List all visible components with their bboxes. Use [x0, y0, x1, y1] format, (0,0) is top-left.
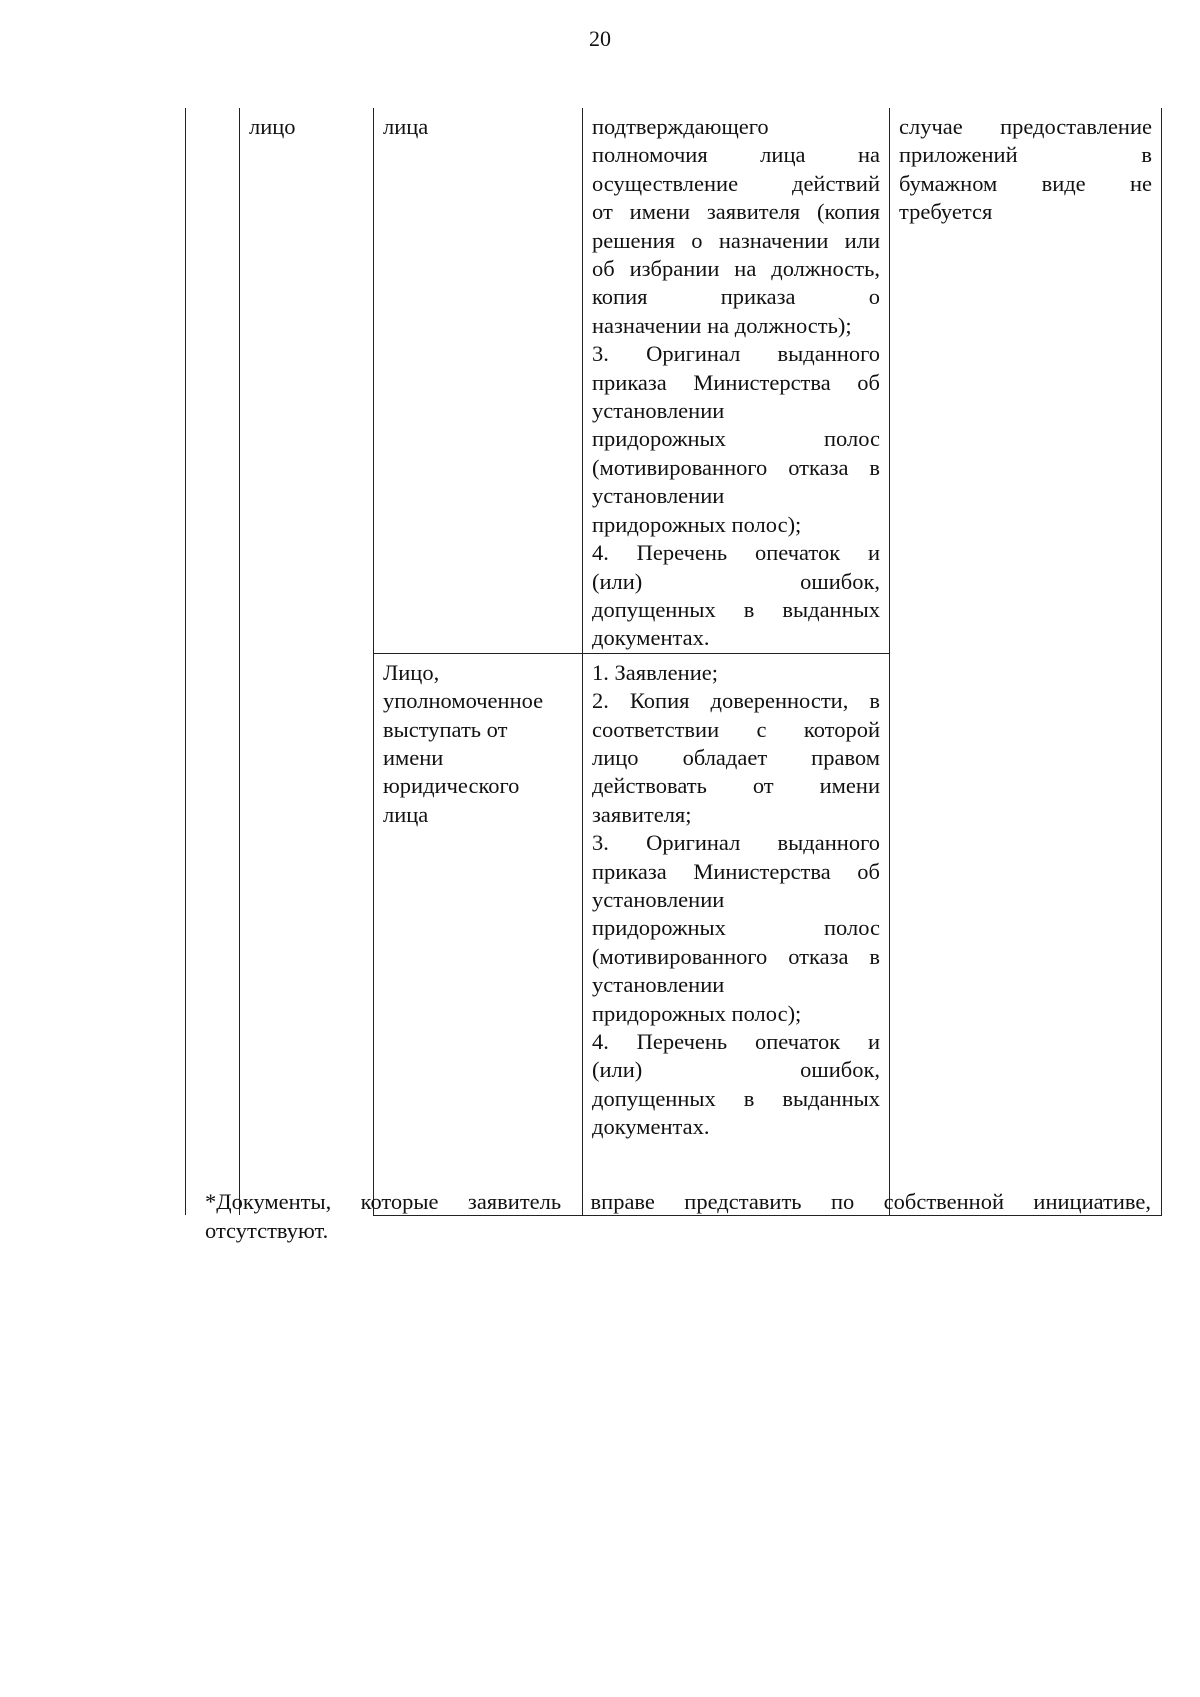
- documents-line: документах.: [592, 1114, 710, 1140]
- documents-line: 4. Перечень опечаток и: [592, 540, 880, 566]
- representative-line: лица: [383, 801, 429, 827]
- documents-line: установлении: [592, 886, 725, 912]
- table-row: [186, 108, 1162, 653]
- documents-line: заявителя;: [592, 801, 692, 827]
- applicant-category-cell: [240, 108, 374, 1215]
- documents-line: об избрании на должность,: [592, 256, 880, 282]
- documents-line: назначении на должность);: [592, 312, 852, 338]
- representative-line: выступать от: [383, 716, 508, 742]
- documents-line: соответствии с которой: [592, 716, 880, 742]
- documents-line: копия приказа о: [592, 284, 880, 310]
- documents-line: приказа Министерства об: [592, 858, 880, 884]
- applicant-category-text: лицо: [249, 114, 296, 139]
- documents-list: [592, 108, 880, 653]
- footnote: [205, 1188, 1151, 1245]
- documents-line: 3. Оригинал выданного: [592, 341, 880, 367]
- documents-line: установлении: [592, 483, 725, 509]
- note-text: [899, 108, 1152, 227]
- documents-line: подтверждающего: [592, 114, 769, 139]
- documents-cell: [583, 108, 890, 653]
- representative-text: [383, 654, 573, 829]
- documents-line: (или) ошибок,: [592, 568, 880, 594]
- row-number-cell: [186, 108, 240, 1215]
- note-line: приложений в: [899, 142, 1152, 168]
- representative-line: юридического: [383, 773, 520, 799]
- representative-text: лица: [383, 114, 429, 139]
- documents-line: приказа Министерства об: [592, 369, 880, 395]
- documents-line: лицо обладает правом: [592, 744, 880, 770]
- documents-line: 4. Перечень опечаток и: [592, 1029, 880, 1054]
- documents-line: (мотивированного отказа в: [592, 454, 880, 480]
- documents-line: решения о назначении или: [592, 227, 880, 253]
- documents-line: 3. Оригинал выданного: [592, 830, 880, 856]
- documents-line: допущенных в выданных: [592, 596, 880, 622]
- footnote-line: отсутствуют.: [205, 1217, 329, 1243]
- page-number: 20: [589, 26, 611, 51]
- representative-line: уполномоченное: [383, 688, 544, 714]
- representative-line: Лицо,: [383, 659, 440, 685]
- documents-line: придорожных полос: [592, 915, 880, 941]
- documents-cell: [583, 653, 890, 1215]
- representative-cell: [374, 108, 583, 653]
- documents-line: придорожных полос);: [592, 511, 802, 537]
- representative-cell: [374, 653, 583, 1215]
- documents-line: придорожных полос: [592, 426, 880, 452]
- note-line: случае предоставление: [899, 114, 1152, 139]
- footnote-line: *Документы, которые заявитель вправе представить по собственной инициативе,: [205, 1189, 1151, 1214]
- documents-line: действовать от имени: [592, 773, 880, 799]
- documents-line: полномочия лица на: [592, 142, 880, 168]
- documents-line: (или) ошибок,: [592, 1057, 880, 1083]
- documents-line: 2. Копия доверенности, в: [592, 688, 880, 714]
- representative-line: имени: [383, 744, 444, 770]
- documents-line: 1. Заявление;: [592, 659, 718, 685]
- documents-list: [592, 654, 880, 1142]
- documents-line: (мотивированного отказа в: [592, 943, 880, 969]
- documents-line: установлении: [592, 972, 725, 998]
- documents-line: придорожных полос);: [592, 1000, 802, 1026]
- documents-line: осуществление действий: [592, 170, 880, 196]
- documents-line: допущенных в выданных: [592, 1085, 880, 1111]
- note-cell: [890, 108, 1162, 1215]
- documents-line: от имени заявителя (копия: [592, 199, 880, 225]
- note-line: бумажном виде не: [899, 170, 1152, 196]
- documents-line: установлении: [592, 398, 725, 424]
- documents-line: документах.: [592, 625, 710, 651]
- note-line: требуется: [899, 199, 993, 225]
- documents-table: [185, 108, 1162, 1216]
